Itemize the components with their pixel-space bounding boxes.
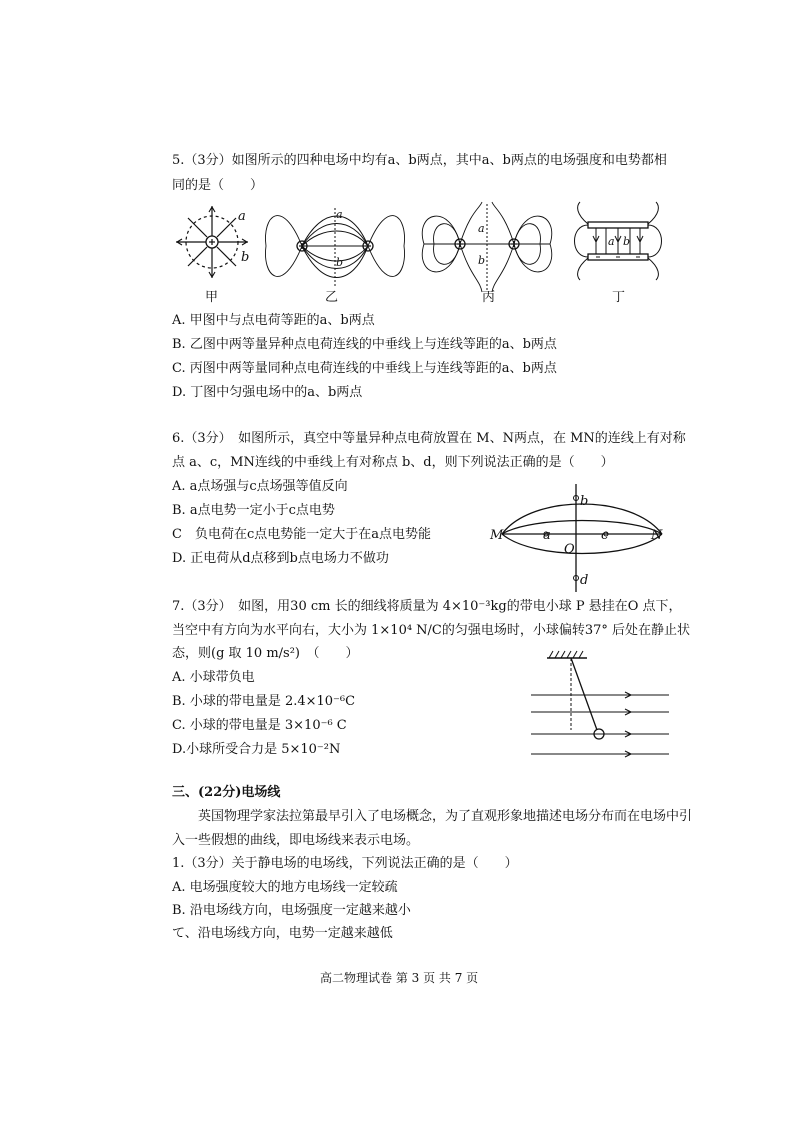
q6-label-n: N	[651, 528, 663, 543]
q7-option-d: D.小球所受合力是 5×10⁻²N	[172, 742, 341, 757]
q7-option-a: A. 小球带负电	[172, 670, 255, 685]
q7-stem-line2: 当空中有方向为水平向右，大小为 1×10⁴ N/C的匀强电场时，小球偏转37° 后处在静止状	[172, 623, 691, 638]
q5-yi-point-a: a	[336, 208, 343, 221]
q5-figure-ding	[566, 200, 670, 280]
q5-figure-bing	[420, 202, 554, 296]
q7-stem-line1: 7.（3分） 如图，用30 cm 长的细线将质量为 4×10⁻³kg的带电小球 P 悬挂在O 点下，	[172, 599, 682, 614]
section3-q1-option-c: て、沿电场线方向，电势一定越来越低	[172, 926, 393, 941]
q5-fig-label-jia: 甲	[205, 290, 219, 305]
q5-yi-point-b: b	[336, 256, 344, 269]
q7-figure	[525, 648, 675, 760]
q5-stem-line2: 同的是（ ）	[172, 178, 264, 193]
q7-stem-line3: 态，则(g 取 10 m/s²) （ ）	[172, 646, 359, 661]
q5-ding-point-a: a	[608, 235, 615, 248]
q6-option-b: B. a点电势一定小于c点电势	[172, 503, 335, 518]
q5-ding-point-b: b	[623, 235, 631, 248]
q5-jia-point-b: b	[241, 250, 250, 265]
section3-q1-option-b: B. 沿电场线方向，电场强度一定越来越小	[172, 903, 411, 918]
section3-intro-line1: 英国物理学家法拉第最早引入了电场概念，为了直观形象地描述电场分布而在电场中引	[172, 809, 693, 824]
q5-fig-label-yi: 乙	[325, 290, 339, 305]
q6-label-a: a	[543, 528, 551, 543]
q5-fig-label-bing: 丙	[482, 290, 496, 305]
q5-option-a: A. 甲图中与点电荷等距的a、b两点	[172, 313, 375, 328]
q6-label-b: b	[580, 494, 589, 509]
page-footer: 高二物理试卷 第 3 页 共 7 页	[320, 971, 479, 985]
q6-label-m: M	[490, 528, 504, 543]
q5-option-d: D. 丁图中匀强电场中的a、b两点	[172, 385, 363, 400]
q5-bing-point-a: a	[478, 222, 485, 235]
section3-q1-stem: 1.（3分）关于静电场的电场线，下列说法正确的是（ ）	[172, 856, 518, 871]
q6-stem-line1: 6.（3分） 如图所示，真空中等量异种点电荷放置在 M、N两点，在 MN的连线上有对称	[172, 431, 686, 446]
q7-option-c: C. 小球的带电量是 3×10⁻⁶ C	[172, 718, 347, 733]
q6-option-a: A. a点场强与c点场强等值反向	[172, 479, 348, 494]
section3-heading: 三、(22分)电场线	[172, 785, 281, 800]
q5-stem-line1: 5.（3分）如图所示的四种电场中均有a、b两点，其中a、b两点的电场强度和电势都相	[172, 153, 667, 168]
section3-intro-line2: 入一些假想的曲线，即电场线来表示电场。	[172, 833, 420, 848]
q6-label-o: O	[564, 542, 575, 557]
q5-jia-point-a: a	[238, 209, 246, 224]
q5-option-c: C. 丙图中两等量同种点电荷连线的中垂线上与连线等距的a、b两点	[172, 361, 557, 376]
q6-label-c: c	[601, 528, 609, 543]
section3-q1-option-a: A. 电场强度较大的地方电场线一定较疏	[172, 880, 398, 895]
q5-bing-point-b: b	[478, 254, 486, 267]
q6-option-c: C 负电荷在c点电势能一定大于在a点电势能	[172, 527, 431, 542]
q7-option-b: B. 小球的带电量是 2.4×10⁻⁶C	[172, 694, 356, 709]
q5-fig-label-ding: 丁	[612, 290, 626, 305]
q6-stem-line2: 点 a、c，MN连线的中垂线上有对称点 b、d，则下列说法正确的是（ ）	[172, 455, 614, 470]
q6-option-d: D. 正电荷从d点移到b点电场力不做功	[172, 551, 389, 566]
q5-option-b: B. 乙图中两等量异种点电荷连线的中垂线上与连线等距的a、b两点	[172, 337, 557, 352]
q6-label-d: d	[580, 573, 589, 588]
